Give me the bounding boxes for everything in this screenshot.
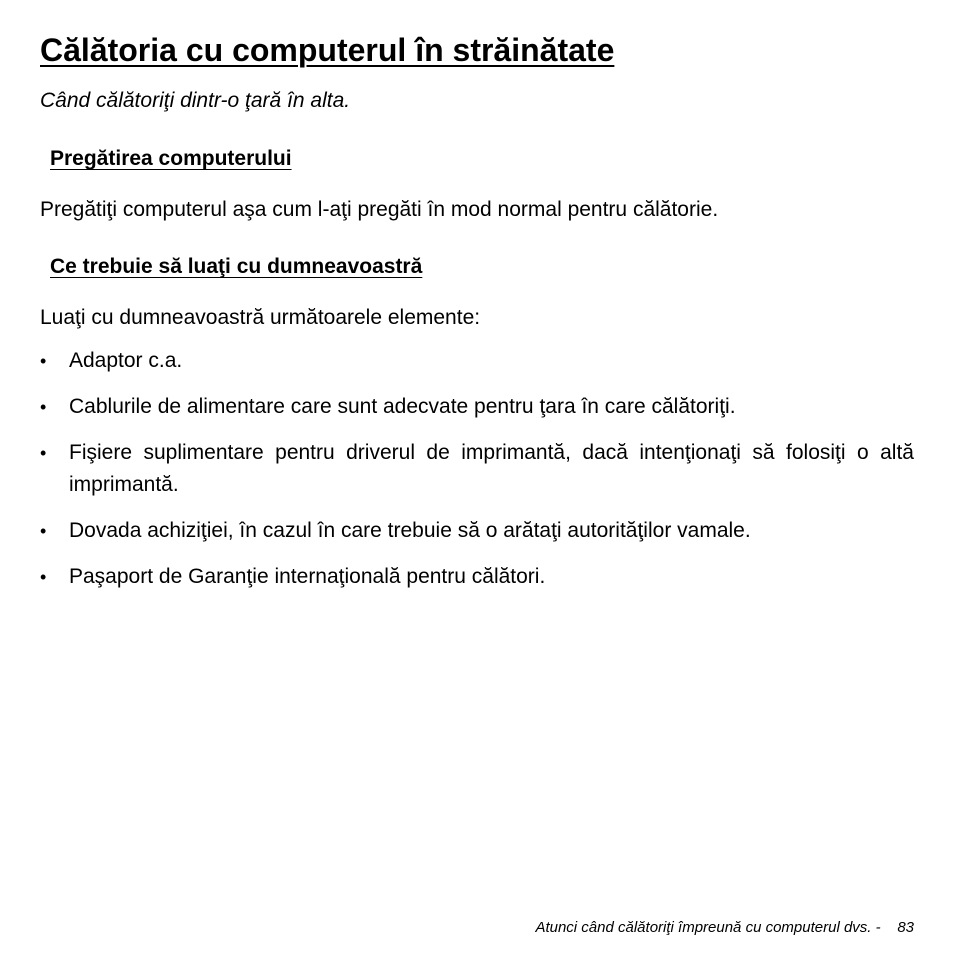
bullet-icon: • (40, 443, 47, 463)
list-item (40, 437, 914, 501)
list-item-text: Dovada achiziţiei, în cazul în care trebuie să o arătaţi autorităţilor vamale. (69, 519, 751, 542)
page-subtitle: Când călătoriţi dintr-o ţară în alta. (40, 89, 351, 112)
section-heading-what-to-bring: Ce trebuie să luaţi cu dumneavoastră (50, 255, 423, 278)
page-title: Călătoria cu computerul în străinătate (40, 32, 615, 68)
bullet-icon: • (40, 567, 47, 587)
list-item (40, 391, 914, 423)
bring-items-list (40, 345, 914, 607)
footer-text: Atunci când călătoriţi împreună cu computerul dvs. - (535, 919, 881, 936)
section-heading-prepare: Pregătirea computerului (50, 147, 292, 170)
page-footer (535, 918, 914, 938)
document-page (40, 0, 914, 954)
bullet-icon: • (40, 521, 47, 541)
list-item-text: Fişiere suplimentare pentru driverul de imprimantă, dacă intenţionaţi să folosiţi o altă imprimantă. (69, 441, 914, 496)
section-paragraph-what-to-bring: Luaţi cu dumneavoastră următoarele elemente: (40, 306, 481, 329)
list-item-text: Paşaport de Garanţie internaţională pentru călători. (69, 565, 546, 588)
bullet-icon: • (40, 397, 47, 417)
list-item-text: Adaptor c.a. (69, 349, 183, 372)
list-item-text: Cablurile de alimentare care sunt adecvate pentru ţara în care călătoriţi. (69, 395, 736, 418)
bullet-icon: • (40, 351, 47, 371)
list-item (40, 561, 914, 593)
section-paragraph-prepare: Pregătiţi computerul aşa cum l-aţi pregăti în mod normal pentru călătorie. (40, 198, 719, 221)
list-item (40, 345, 914, 377)
page-number: 83 (897, 919, 914, 936)
list-item (40, 515, 914, 547)
